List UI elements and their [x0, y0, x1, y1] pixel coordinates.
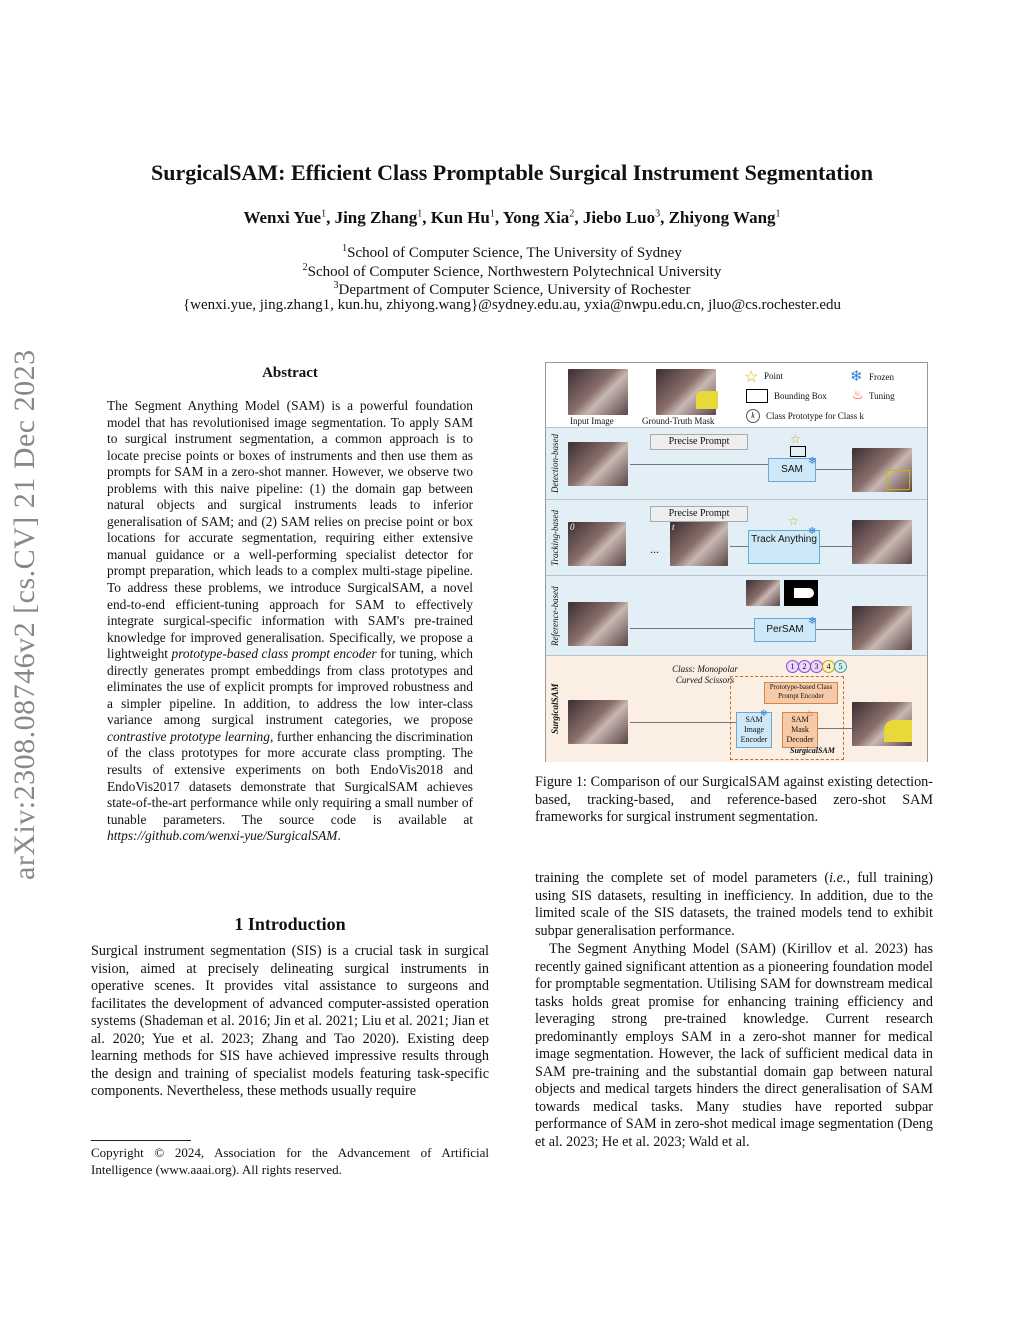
arrow — [816, 469, 852, 470]
abstract-body: The Segment Anything Model (SAM) is a powerful foundation model that has revolutionised image segmentation. To apply SAM to surgical instrument segmentation, a common approach is to locate precise points or boxes of instruments and then use them as prompts for SAM in a zero-shot manner. However, we observe two problems with this naive pipeline: (1) the domain gap between natural objects and surgical instruments leads to inferior generalisation of SAM; and (2) SAM relies on precise point or box locations for accurate segmentation, requiring either extensive manual guidance or a well-performing specialist detector for prompt preparation, which leads to a complex multi-stage pipeline. To address these problems, we introduce SurgicalSAM, a novel end-to-end efficient-tuning approach for SAM to effectively integrate surgical-specific information with SAM's pre-trained knowledge for improved generalisation. Specifically, we propose a lightweight prototype-based class prompt encoder for tuning, which directly generates prompt embeddings from class prototypes and eliminates the use of explicit prompts for improved robustness and a simpler pipeline. In addition, to address the low inter-class variance among surgical instrument categories, we propose contrastive prototype learning, further enhancing the discrimination of the class prototypes for more accurate class prompting. The results of extensive experiments on both EndoVis2018 and EndoVis2017 datasets demonstrate that SurgicalSAM achieves state-of-the-art performance while only requiring a small number of tunable parameters. The source code is available at https://github.com/wenxi-yue/SurgicalSAM. — [107, 398, 473, 844]
frame-t-image — [670, 522, 728, 566]
author: Jing Zhang$^1$ — [334, 208, 423, 227]
snowflake-icon: ❄ — [808, 616, 817, 627]
legend-class-prototype: Class Prototype for Class k — [766, 411, 864, 421]
frame-t-label: t — [672, 522, 675, 532]
ellipsis: ... — [650, 542, 659, 556]
frame-0-label: 0 — [570, 522, 575, 532]
class-prototype-icon: k — [746, 409, 760, 423]
legend-tuning: Tuning — [869, 391, 895, 401]
arrow — [630, 628, 754, 629]
detection-row — [546, 427, 927, 500]
figure-caption: Figure 1: Comparison of our SurgicalSAM against existing detection-based, tracking-based, and reference-based zero-shot SAM frameworks for surgical instrument segmentation. — [535, 774, 933, 826]
arrow — [730, 546, 748, 547]
author: Yong Xia$^2$ — [502, 208, 575, 227]
star-icon: ☆ — [788, 514, 799, 528]
persam-box: PerSAM — [754, 618, 816, 642]
row-label-reference: Reference-based — [550, 586, 560, 646]
frame-0-image — [568, 522, 626, 566]
body-paragraph: training the complete set of model parameters (i.e., full training) using SIS datasets, resulting in inefficiency. In addition, due to the limited scale of the SIS datasets, the trained models tend to exhibit subpar generalisation performance. — [535, 870, 934, 939]
paper-title: SurgicalSAM: Efficient Class Promptable Surgical Instrument Segmentation — [151, 160, 873, 185]
copyright-footnote: Copyright © 2024, Association for the Advancement of Artificial Intelligence (www.aaai.org). All rights reserved. — [91, 1145, 489, 1177]
snowflake-icon: ❄ — [808, 526, 817, 537]
reference-image — [746, 580, 780, 606]
tracking-row — [546, 499, 927, 576]
prototype-3: 3 — [810, 660, 823, 673]
legend-frozen: Frozen — [869, 372, 894, 382]
section-heading-introduction: 1 Introduction — [234, 914, 346, 934]
sam-box: SAM — [768, 458, 816, 482]
author: Zhiyong Wang$^1$ — [668, 208, 781, 227]
reference-row — [546, 575, 927, 656]
precise-prompt-box: Precise Prompt — [650, 506, 748, 522]
author: Wenxi Yue$^1$ — [243, 208, 327, 227]
precise-prompt-box: Precise Prompt — [650, 434, 748, 450]
gt-mask-label: Ground-Truth Mask — [642, 416, 715, 426]
flame-icon: ♨ — [852, 387, 864, 402]
star-icon: ☆ — [744, 369, 759, 386]
affiliation: $^3$Department of Computer Science, University of Rochester — [333, 280, 691, 298]
surgicalsam-row — [546, 655, 927, 762]
gt-mask-overlay — [696, 391, 718, 409]
detected-bbox — [886, 470, 910, 490]
input-image-label: Input Image — [570, 416, 614, 426]
predicted-mask-overlay — [884, 720, 912, 742]
sam-mask-decoder: SAM Mask Decoder — [782, 712, 818, 748]
code-link[interactable]: https://github.com/wenxi-yue/SurgicalSAM — [107, 828, 338, 844]
input-image-thumbnail — [568, 369, 628, 415]
prototype-2: 2 — [798, 660, 811, 673]
snowflake-icon: ❄ — [760, 708, 768, 718]
affiliation: $^1$School of Computer Science, The University of Sydney — [342, 243, 682, 261]
row-label-tracking: Tracking-based — [550, 510, 560, 566]
arrow — [820, 546, 852, 547]
footnote-rule — [91, 1140, 191, 1141]
star-icon: ☆ — [790, 432, 801, 446]
prototype-1: 1 — [786, 660, 799, 673]
surgicalsam-tag: SurgicalSAM — [790, 746, 835, 755]
row-input-image — [568, 700, 628, 744]
intro-paragraph: Surgical instrument segmentation (SIS) is a crucial task in surgical vision, aimed at precisely delineating surgical instruments in operative scenes. It provides vital assistance to surgeons and facilitates the development of advanced computer-assisted operation systems (Shademan et al. 2016; Jin et al. 2021; Liu et al. 2021; Jian et al. 2020; Yue et al. 2023; Zhang and Tao 2020). Existing deep learning methods for SIS have achieved impressive results through the design and training of specialist models featuring task-specific components. Nevertheless, these methods usually require — [91, 943, 489, 1100]
output-image — [852, 520, 912, 564]
snowflake-icon: ❄ — [850, 369, 863, 385]
author: Kun Hu$^1$ — [430, 208, 495, 227]
bbox-icon — [790, 446, 806, 457]
snowflake-icon: ❄ — [808, 456, 817, 467]
flame-icon: ♨ — [806, 708, 815, 718]
sam-image-encoder: SAM Image Encoder — [736, 712, 772, 748]
row-input-image — [568, 442, 628, 486]
row-input-image — [568, 602, 628, 646]
prototype-5: 5 — [834, 660, 847, 673]
author-list: Wenxi Yue$^1$, Jing Zhang$^1$, Kun Hu$^1$, Yong Xia$^2$, Jiebo Luo$^3$, Zhiyong Wang$^1$ — [243, 208, 781, 227]
row-label-surgicalsam: SurgicalSAM — [550, 683, 560, 735]
arxiv-stamp: arXiv:2308.08746v2 [cs.CV] 21 Dec 2023 — [8, 349, 41, 880]
bbox-icon — [746, 389, 768, 403]
class-label: Class: Monopolar Curved Scissors — [672, 664, 738, 685]
row-label-detection: Detection-based — [550, 434, 560, 494]
arrow — [818, 728, 852, 729]
class-prototype-row — [786, 660, 848, 674]
email-list: {wenxi.yue, jing.zhang1, kun.hu, zhiyong.wang}@sydney.edu.au, yxia@nwpu.edu.cn, jluo@cs.rochester.edu — [182, 296, 842, 313]
affiliation: $^2$School of Computer Science, Northwestern Polytechnical University — [302, 261, 722, 280]
body-paragraph: The Segment Anything Model (SAM) (Kirillov et al. 2023) has recently gained significant attention as a pioneering foundation model for promptable segmentation. Utilising SAM for downstream medical tasks holds great promise for enhancing training efficiency and leveraging strong pre-trained knowledge. Current research predominantly employs SAM in a zero-shot manner for medical image segmentation. However, the lack of sufficient medical data in SAM pre-training and the substantial domain gap between natural objects and medical targets hinders the direct generalisation of SAM towards medical tasks. Many studies have reported subpar performance of SAM in zero-shot medical image segmentation (Deng et al. 2023; He et al. 2023; Wald et al. — [535, 941, 933, 1151]
prototype-4: 4 — [822, 660, 835, 673]
arrow — [630, 464, 768, 465]
author: Jiebo Luo$^3$ — [582, 208, 661, 227]
legend-point: Point — [764, 371, 784, 381]
figure-1 — [545, 362, 928, 762]
output-image — [852, 606, 912, 650]
arrow — [816, 629, 852, 630]
track-anything-box: Track Anything — [748, 530, 820, 564]
abstract-heading: Abstract — [262, 365, 318, 381]
prototype-class-prompt-encoder: Prototype-based Class Prompt Encoder — [764, 682, 838, 704]
arrow — [630, 722, 736, 723]
reference-mask — [784, 580, 818, 606]
legend-bbox: Bounding Box — [774, 391, 827, 401]
